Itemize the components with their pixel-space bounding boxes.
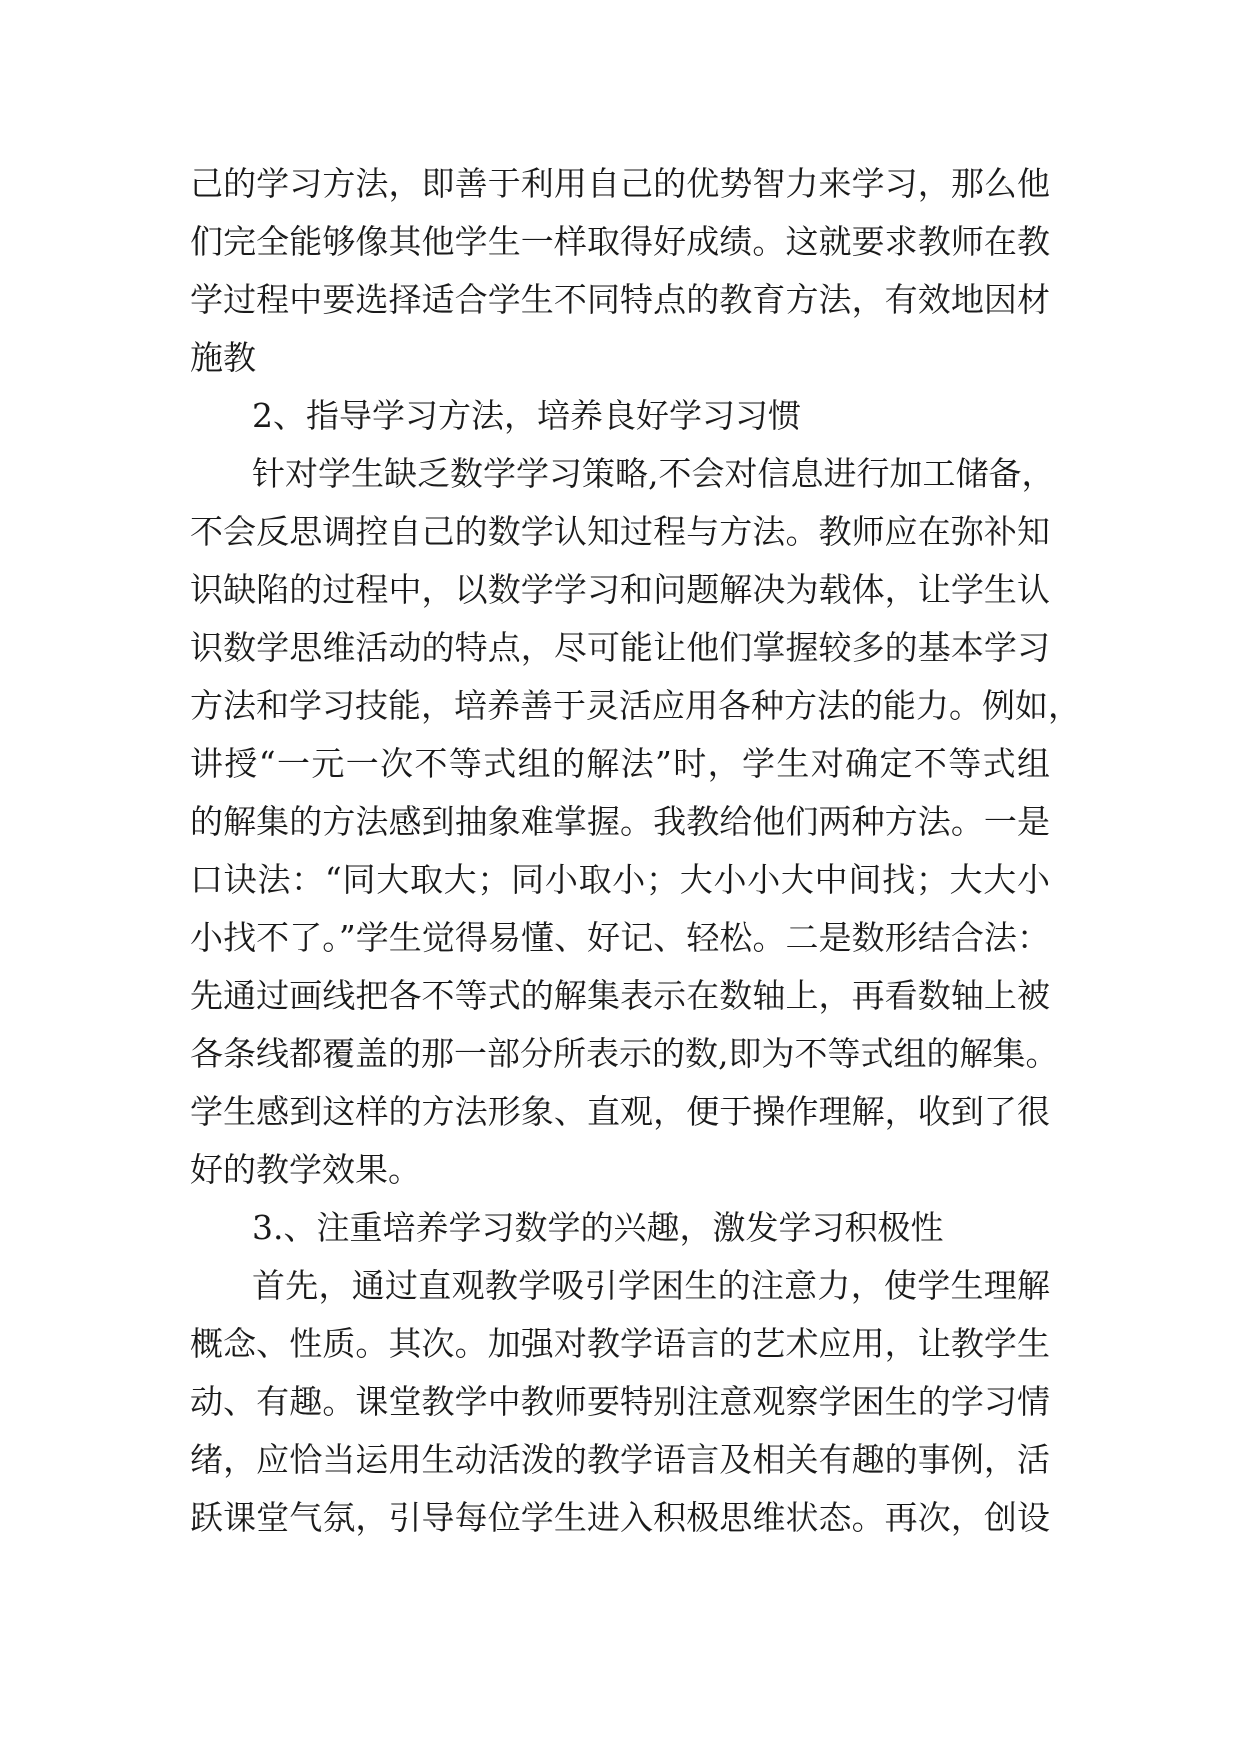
text-line-7: 不会反思调控自己的数学认知过程与方法。教师应在弥补知: [190, 512, 1050, 551]
text-line-22: 动、有趣。课堂教学中教师要特别注意观察学困生的学习情: [190, 1382, 1050, 1421]
text-line-17: 学生感到这样的方法形象、直观，便于操作理解，收到了很: [190, 1092, 1050, 1131]
text-line-14: 小找不了。”学生觉得易懂、好记、轻松。二是数形结合法：: [190, 918, 1050, 957]
section-heading-2: 2、指导学习方法，培养良好学习习惯: [252, 396, 801, 435]
text-line-13: 口诀法：“同大取大；同小取小；大小小大中间找；大大小: [190, 860, 1050, 899]
text-line-4: 施教: [190, 338, 256, 377]
text-line-20: 首先，通过直观教学吸引学困生的注意力，使学生理解: [252, 1266, 1050, 1305]
section-heading-3: 3.、注重培养学习数学的兴趣，激发学习积极性: [252, 1208, 944, 1247]
text-line-12: 的解集的方法感到抽象难掌握。我教给他们两种方法。一是: [190, 802, 1050, 841]
text-line-2: 们完全能够像其他学生一样取得好成绩。这就要求教师在教: [190, 222, 1050, 261]
text-line-1: 己的学习方法，即善于利用自己的优势智力来学习，那么他: [190, 164, 1050, 203]
text-line-8: 识缺陷的过程中，以数学学习和问题解决为载体，让学生认: [190, 570, 1050, 609]
text-line-11: 讲授“一元一次不等式组的解法”时，学生对确定不等式组: [190, 744, 1050, 783]
text-line-18: 好的教学效果。: [190, 1150, 421, 1189]
text-line-10: 方法和学习技能，培养善于灵活应用各种方法的能力。例如，: [190, 686, 1081, 725]
text-line-24: 跃课堂气氛，引导每位学生进入积极思维状态。再次，创设: [190, 1498, 1050, 1537]
text-line-9: 识数学思维活动的特点，尽可能让他们掌握较多的基本学习: [190, 628, 1050, 667]
text-line-16: 各条线都覆盖的那一部分所表示的数,即为不等式组的解集。: [190, 1034, 1059, 1073]
text-line-15: 先通过画线把各不等式的解集表示在数轴上，再看数轴上被: [190, 976, 1050, 1015]
text-line-6: 针对学生缺乏数学学习策略,不会对信息进行加工储备，: [252, 454, 1055, 493]
text-line-21: 概念、性质。其次。加强对教学语言的艺术应用，让教学生: [190, 1324, 1050, 1363]
text-line-3: 学过程中要选择适合学生不同特点的教育方法，有效地因材: [190, 280, 1050, 319]
text-line-23: 绪，应恰当运用生动活泼的教学语言及相关有趣的事例，活: [190, 1440, 1050, 1479]
